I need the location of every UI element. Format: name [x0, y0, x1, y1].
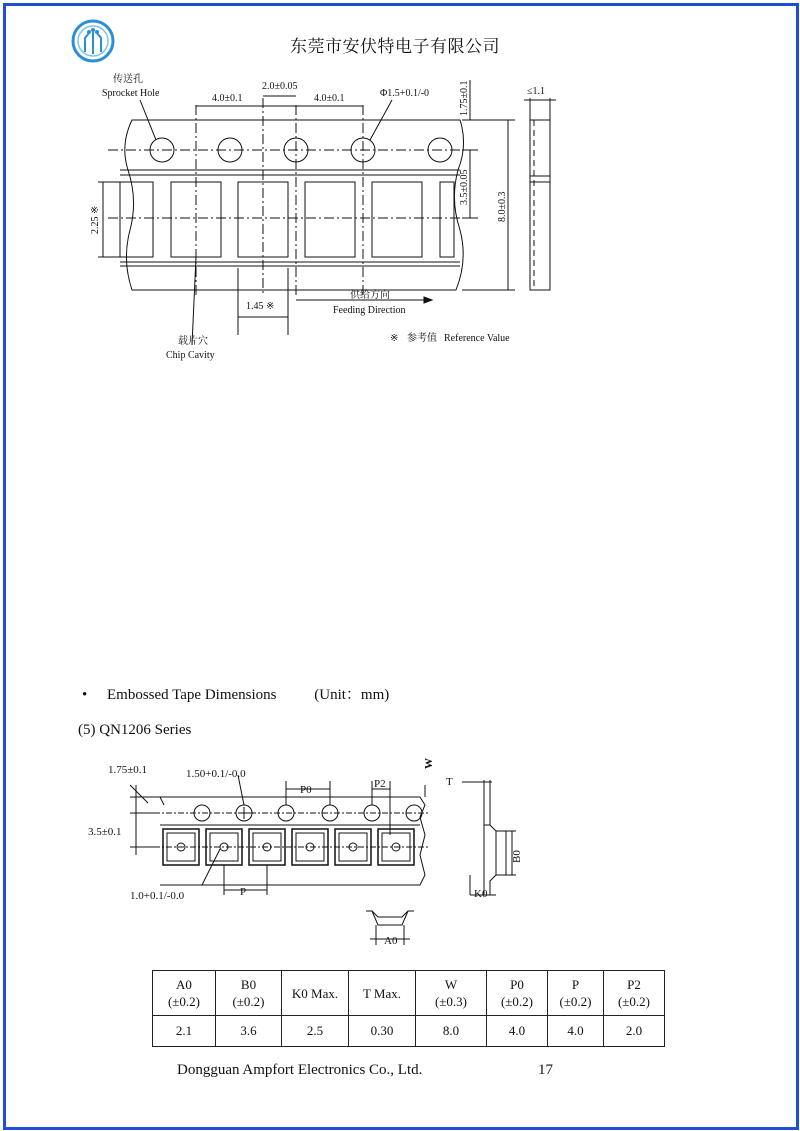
table-header-row: [153, 971, 665, 1016]
table-cell: 2.1: [153, 1016, 216, 1047]
table-cell: 2.5: [282, 1016, 349, 1047]
table-cell: 8.0: [416, 1016, 487, 1047]
dim-e-2: 1.75±0.1: [108, 764, 148, 776]
tape-diagram-1: [0, 0, 800, 380]
table-cell: 3.6: [216, 1016, 282, 1047]
dim-p0: 4.0±0.1: [212, 93, 243, 104]
table-header: P (±0.2): [548, 971, 604, 1016]
feed-label-en: Feeding Direction: [333, 305, 406, 316]
ref-label-en: Reference Value: [444, 333, 510, 344]
dim-hole-2: 1.50+0.1/-0.0: [186, 768, 246, 780]
dim-f-2: 3.5±0.1: [88, 826, 122, 838]
feed-label-cn: 供给方向: [350, 290, 390, 301]
table-header: P0 (±0.2): [487, 971, 548, 1016]
dim-hole-small: 1.0+0.1/-0.0: [130, 890, 185, 902]
series-title: (5) QN1206 Series: [78, 722, 192, 738]
page-number: 17: [538, 1062, 553, 1078]
cavity-label-en: Chip Cavity: [166, 350, 215, 361]
company-name-cn: 东莞市安伏特电子有限公司: [290, 37, 500, 57]
dim-p2: 2.0±0.05: [262, 81, 298, 92]
dim-hole: Φ1.5+0.1/-0: [380, 88, 430, 99]
dim-b: 2.25 ※: [90, 205, 101, 234]
dim-t: ≤1.1: [527, 86, 545, 97]
label-t: T: [446, 776, 453, 788]
dim-w: 8.0±0.3: [497, 191, 508, 222]
sprocket-label-en: Sprocket Hole: [102, 88, 160, 99]
dim-e: 1.75±0.1: [459, 80, 470, 116]
footer-company: Dongguan Ampfort Electronics Co., Ltd.: [177, 1062, 423, 1078]
table-header: B0 (±0.2): [216, 971, 282, 1016]
dimension-table: [152, 970, 665, 1047]
label-p2: P2: [374, 778, 386, 790]
label-p: P: [240, 886, 247, 898]
tape-diagram-2: [0, 745, 800, 960]
table-cell: 0.30: [349, 1016, 416, 1047]
unit-label: (Unit：mm): [314, 687, 390, 703]
table-header: P2 (±0.2): [604, 971, 665, 1016]
section-heading: [82, 683, 389, 704]
dim-a: 1.45 ※: [246, 301, 275, 312]
table-cell: 2.0: [604, 1016, 665, 1047]
label-b0: B0: [511, 850, 523, 863]
sprocket-label-cn: 传送孔: [113, 74, 143, 85]
table-cell: 4.0: [487, 1016, 548, 1047]
ref-label-cn: 参考值: [407, 333, 437, 344]
dim-p: 4.0±0.1: [314, 93, 345, 104]
label-k0: K0: [474, 888, 488, 900]
table-header: A0 (±0.2): [153, 971, 216, 1016]
cavity-label-cn: 载片穴: [178, 336, 208, 347]
table-cell: 4.0: [548, 1016, 604, 1047]
table-header: K0 Max.: [282, 971, 349, 1016]
dim-f: 3.5±0.05: [459, 169, 470, 205]
label-p0: P0: [300, 784, 312, 796]
label-a0: A0: [384, 935, 398, 947]
bullet: •: [82, 687, 88, 703]
section-title: Embossed Tape Dimensions: [107, 687, 277, 703]
ref-mark: ※: [390, 333, 399, 344]
table-row: [153, 1016, 665, 1047]
table-header: T Max.: [349, 971, 416, 1016]
table-header: W (±0.3): [416, 971, 487, 1016]
label-w: W: [423, 758, 435, 769]
